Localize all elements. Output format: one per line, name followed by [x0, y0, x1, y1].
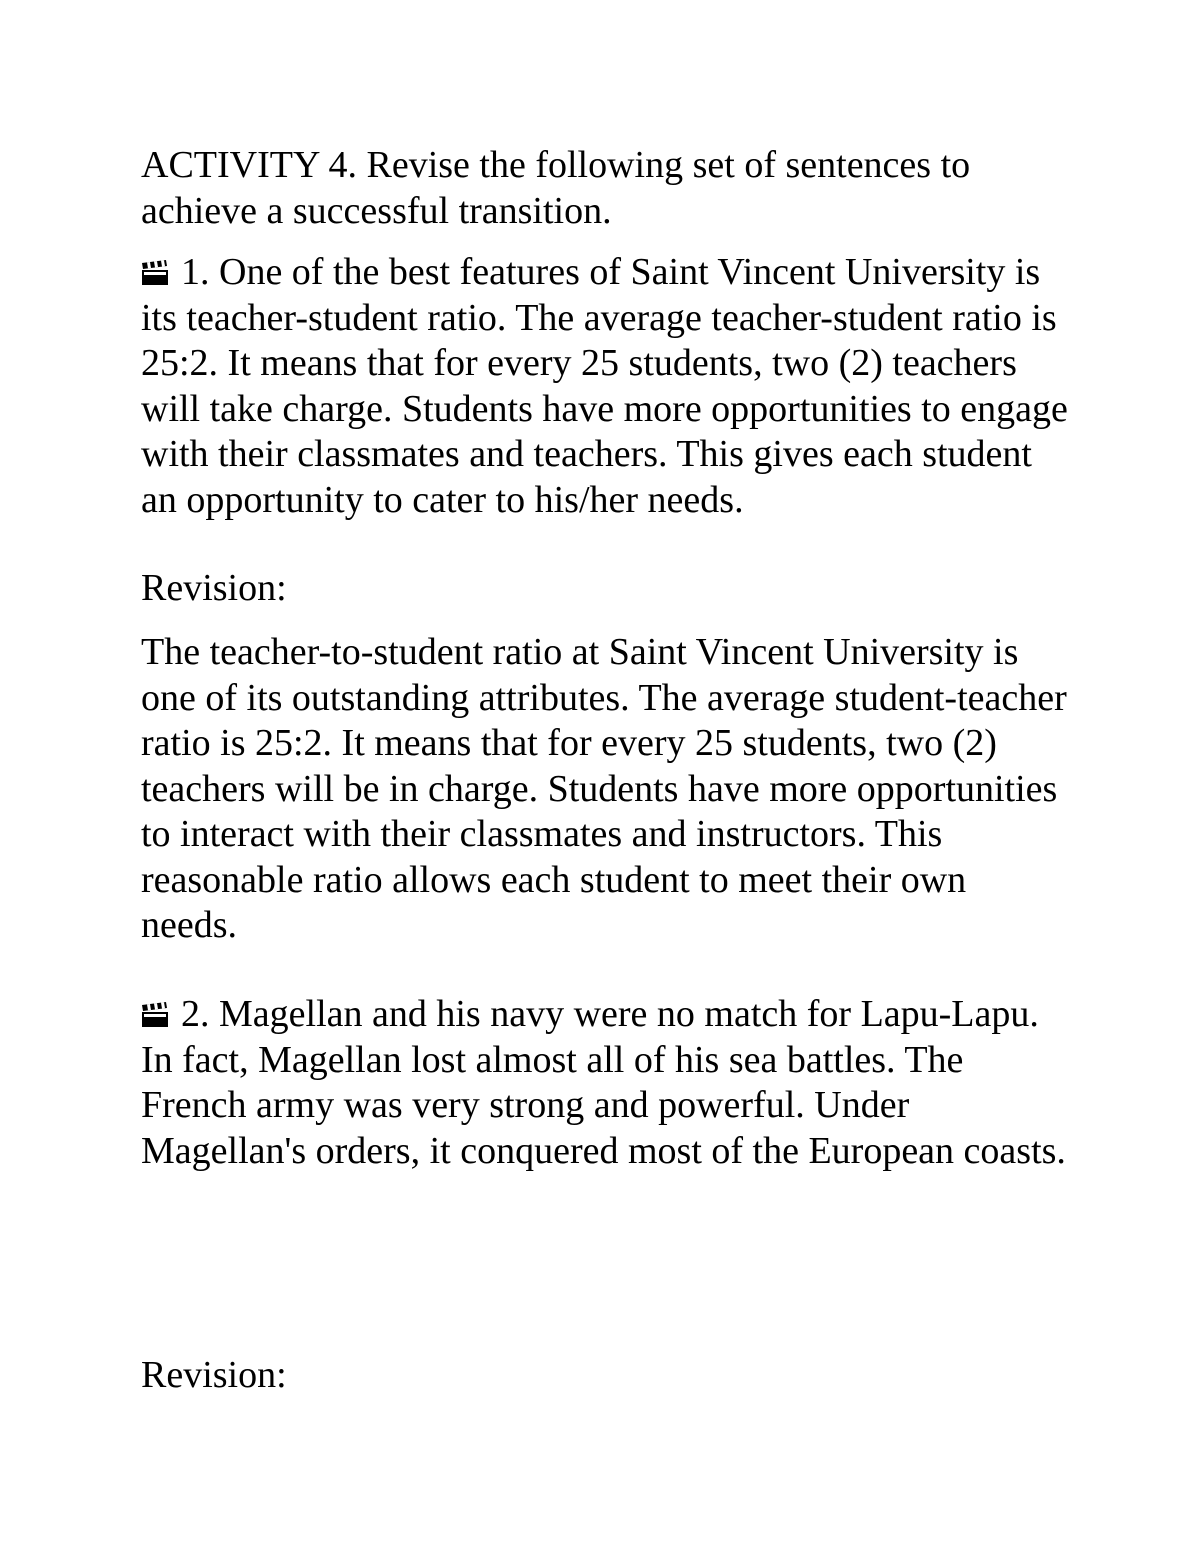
revision-answer-text: The teacher-to-student ratio at Saint Vincent University is one of its outstanding attributes. The average student-teacher ratio is 25:2. It means that for every 25 students, two (2) teachers will be in charge. Students have more opportunities to interact with their classmates and instructors. This reasonable ratio allows each student to meet their own needs. [141, 631, 1067, 946]
revision-label: Revision: [141, 1354, 287, 1396]
item-number: 2. [181, 993, 210, 1035]
item-number: 1. [181, 251, 210, 293]
clapperboard-icon [141, 1002, 171, 1028]
exercise-item-2 [141, 992, 1071, 1174]
activity-heading: ACTIVITY 4. Revise the following set of sentences to achieve a successful transition. [141, 144, 971, 232]
item-text: Magellan and his navy were no match for Lapu-Lapu. In fact, Magellan lost almost all of his sea battles. The French army was very strong and powerful. Under Magellan's orders, it conquered most of the European coasts. [141, 993, 1066, 1172]
clapperboard-icon [141, 260, 171, 286]
exercise-item-1 [141, 250, 1071, 523]
item-text: One of the best features of Saint Vincent University is its teacher-student ratio. The average teacher-student ratio is 25:2. It means that for every 25 students, two (2) teachers will take charge. Students have more opportunities to engage with their classmates and teachers. This gives each student an opportunity to cater to his/her needs. [141, 251, 1068, 521]
revision-label: Revision: [141, 567, 287, 609]
